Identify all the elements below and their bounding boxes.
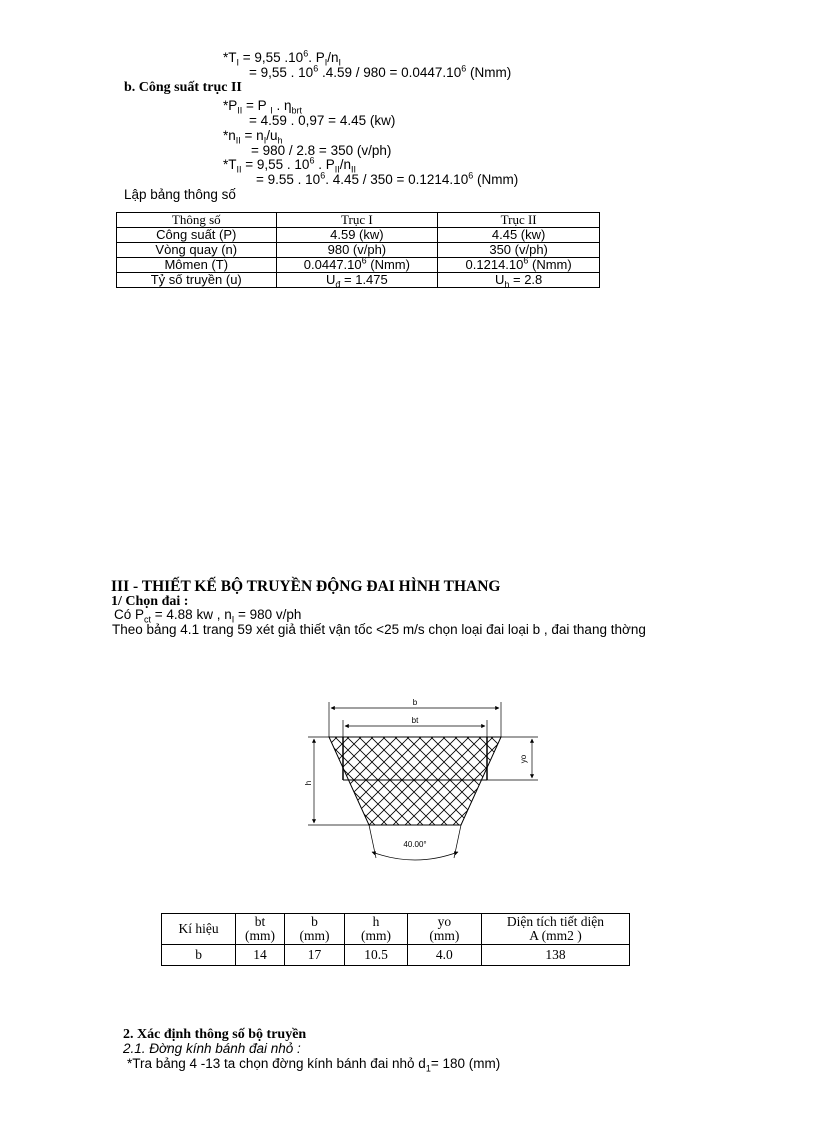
table-cell: 14 bbox=[236, 945, 285, 966]
table-cell: $U_đ = 1.475$ bbox=[276, 273, 438, 288]
header-cell: yo (mm) bbox=[407, 914, 481, 945]
angle-arc bbox=[372, 852, 458, 860]
table-header-row bbox=[162, 914, 630, 945]
pct-line: Có $P_{ct} = 4.88$ kw , $n_I = 980$ v/ph bbox=[114, 607, 302, 625]
table-cell: Công suất (P) bbox=[117, 228, 277, 243]
sub-heading-21: 2.1. Đờng kính bánh đai nhỏ : bbox=[123, 1041, 301, 1056]
table-row bbox=[117, 258, 600, 273]
header-cell: bt (mm) bbox=[236, 914, 285, 945]
table-cell: $U_h = 2.8$ bbox=[438, 273, 600, 288]
table-cell: 17 bbox=[284, 945, 344, 966]
label-h: h bbox=[304, 780, 313, 786]
table-cell: 138 bbox=[481, 945, 629, 966]
table-cell: 0.1214.10$^6$ (Nmm) bbox=[438, 258, 600, 273]
table-cell: 4.45 (kw) bbox=[438, 228, 600, 243]
section-b-heading: b. Công suất trục II bbox=[124, 80, 242, 95]
table-cell: Vòng quay (n) bbox=[117, 243, 277, 258]
header-cell: Trục I bbox=[276, 213, 438, 228]
table-row bbox=[117, 273, 600, 288]
table-header-row bbox=[117, 213, 600, 228]
p2-formula-line1: $*P_{II} = P$ $_I$ . $\eta_{brt}$ bbox=[223, 98, 302, 116]
n2-formula-line1: $*n_{II} = n_I/u_h$ bbox=[223, 128, 283, 146]
label-yo: yo bbox=[519, 754, 528, 764]
t1-formula-line1: $*T_I = 9,55$ $.10^6$. $P_I/n_I$ bbox=[223, 48, 342, 68]
params-table bbox=[116, 212, 600, 288]
section-2-heading: 2. Xác định thông số bộ truyền bbox=[123, 1027, 307, 1042]
header-cell: Trục II bbox=[438, 213, 600, 228]
label-b: b bbox=[412, 698, 418, 707]
table-row bbox=[162, 945, 630, 966]
table-cell: 4.0 bbox=[407, 945, 481, 966]
theo-line: Theo bảng 4.1 trang 59 xét giả thiết vận tốc <25 m/s chọn loại đai loại b , đai thang thờng bbox=[112, 622, 646, 637]
table-cell: 0.0447.10$^6$ (Nmm) bbox=[276, 258, 438, 273]
label-angle: 40.00° bbox=[403, 840, 427, 849]
header-cell: h (mm) bbox=[345, 914, 407, 945]
header-cell: Thông số bbox=[117, 213, 277, 228]
section-III-heading: III - THIẾT KẾ BỘ TRUYỀN ĐỘNG ĐAI HÌNH THANG bbox=[111, 578, 501, 595]
t1-formula-line2: = 9,55 . $10^6$ $.4.59 / 980 = 0.0447.10^6$ (Nmm) bbox=[249, 63, 512, 80]
belt-profile-shape bbox=[329, 737, 501, 825]
p2-formula-line2: = 4.59 . 0,97 = 4.45 (kw) bbox=[249, 113, 396, 128]
table-cell: Tỷ số truyền (u) bbox=[117, 273, 277, 288]
table-cell: 10.5 bbox=[345, 945, 407, 966]
header-cell: Kí hiệu bbox=[162, 914, 236, 945]
tra-line: *Tra bảng 4 -13 ta chọn đờng kính bánh đai nhỏ $d_1= 180$ (mm) bbox=[127, 1056, 501, 1074]
table-cell: 4.59 (kw) bbox=[276, 228, 438, 243]
sub-heading-1: 1/ Chọn đai : bbox=[111, 594, 189, 609]
header-cell: Diện tích tiết diện A (mm2 ) bbox=[481, 914, 629, 945]
table-row bbox=[117, 228, 600, 243]
table-cell: 350 (v/ph) bbox=[438, 243, 600, 258]
belt-cross-section-diagram bbox=[300, 690, 550, 870]
table-cell: Mômen (T) bbox=[117, 258, 277, 273]
header-cell: b (mm) bbox=[284, 914, 344, 945]
table-cell: b bbox=[162, 945, 236, 966]
belt-spec-table bbox=[161, 913, 630, 966]
t2-formula-line2: = 9.55 . $10^6$. $4.45 / 350 = 0.1214.10^6$ (Nmm) bbox=[256, 170, 519, 187]
label-bt: bt bbox=[411, 716, 419, 725]
table-cell: 980 (v/ph) bbox=[276, 243, 438, 258]
t2-formula-line1: $*T_{II} = 9,55$ . $10^6$ . $P_{II}/n_{II}$ bbox=[223, 155, 357, 175]
n2-formula-line2: = 980 / 2.8 = 350 (v/ph) bbox=[251, 143, 392, 158]
table-intro: Lập bảng thông số bbox=[124, 187, 236, 202]
